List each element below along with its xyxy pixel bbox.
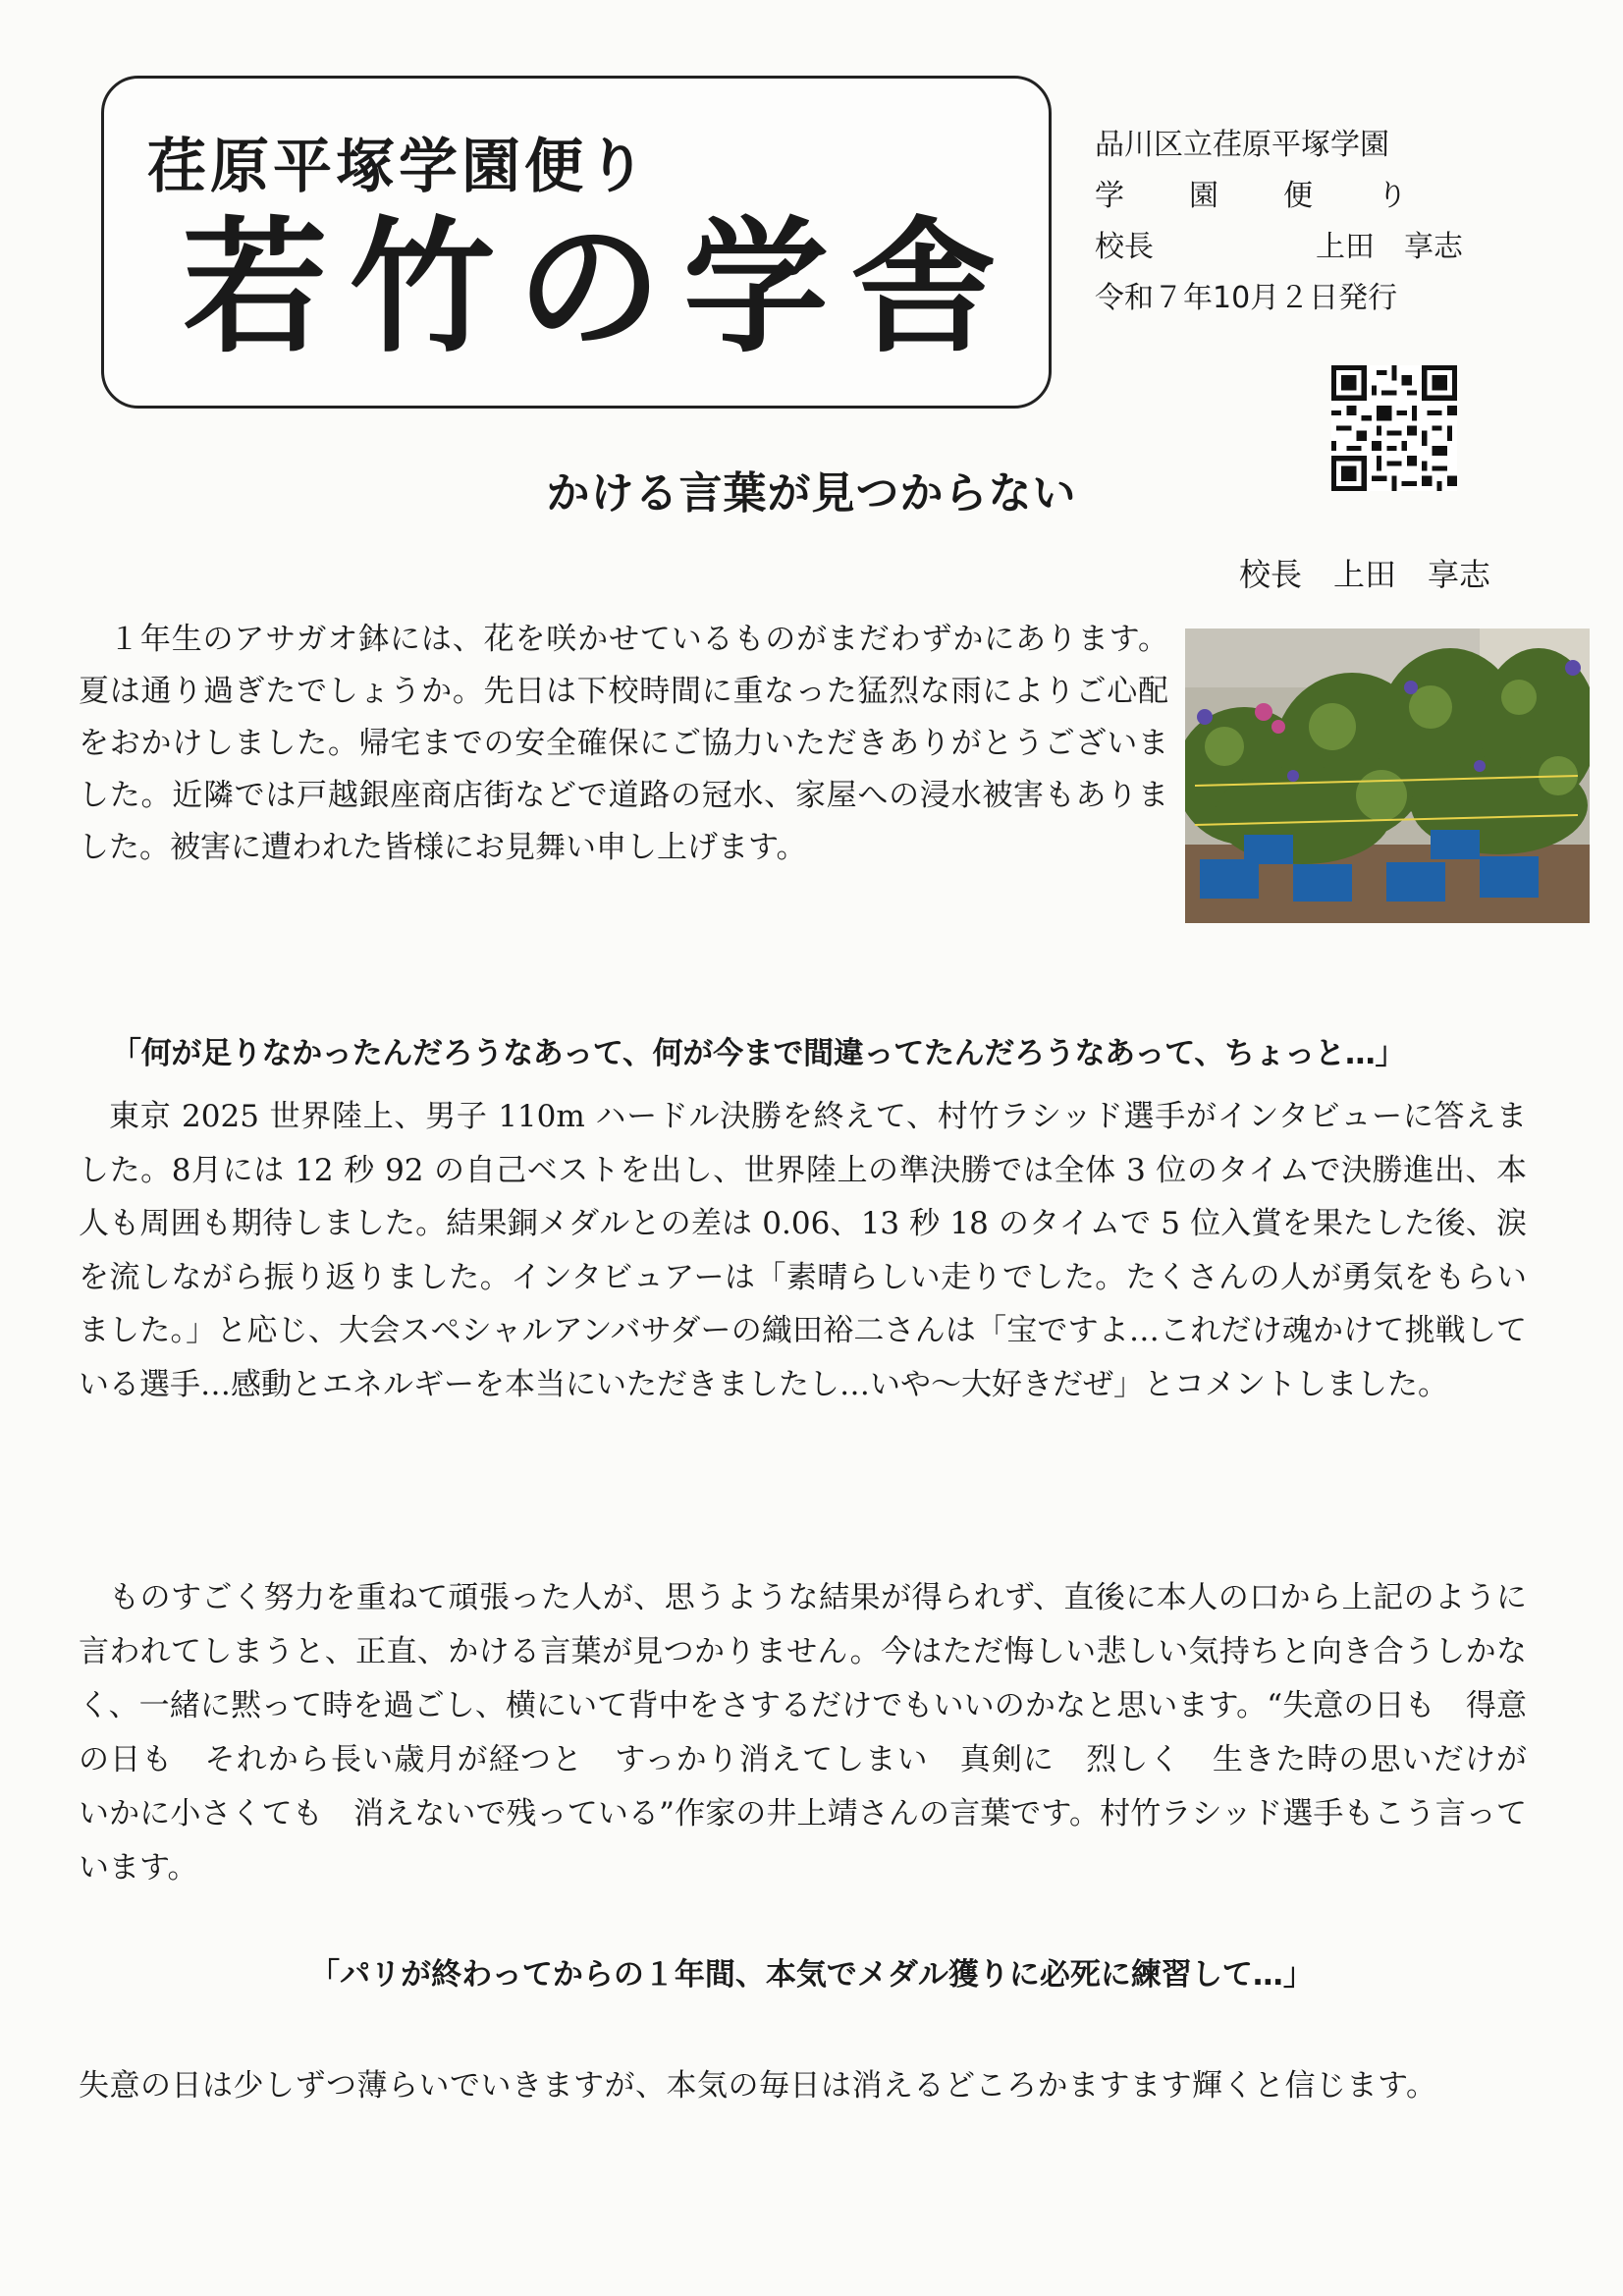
morning-glory-pots-photo bbox=[1185, 629, 1590, 923]
masthead-title: 若竹の学舎 bbox=[183, 201, 1017, 372]
publisher-principal bbox=[1095, 222, 1463, 273]
publisher-type: 学 園 便 り bbox=[1095, 179, 1425, 213]
publisher-school: 品川区立荏原平塚学園 bbox=[1095, 128, 1389, 162]
principal-role: 校長 bbox=[1095, 230, 1154, 264]
article-byline: 校長 上田 享志 bbox=[1239, 556, 1491, 593]
paragraph-reflection: ものすごく努力を重ねて頑張った人が、思うような結果が得られず、直後に本人の口から上記のように言われてしまうと、正直、かける言葉が見つかりません。今はただ悔しい悲しい気持ちと向き合うしかなく、一緒に黙って時を過ごし、横にいて背中をさするだけでもいいのかなと思います。“失意の日も 得意の日も それから長い歳月が経つと すっかり消えてしまい 真剣に 烈しく 生きた時の思いだけが いかに小さくても 消えないで残っている”作家の井上靖さんの言葉です。村竹ラシッド選手もこう言っています。 bbox=[79, 1580, 1557, 1886]
publisher-info bbox=[1095, 120, 1463, 324]
paragraph-world-athletics: 東京 2025 世界陸上、男子 110m ハードル決勝を終えて、村竹ラシッド選手がインタビューに答えました。8月には 12 秒 92 の自己ベストを出し、世界陸上の準決勝では全体 3 位のタイムで決勝進出、本人も周囲も期待しました。結果銅メダルとの差は 0.06、13 秒 18 のタイムで 5 位入賞を果たした後、涙を流しながら振り返りました。インタビュアーは「素晴らしい走りでした。たくさんの人が勇気をもらいました。」と応じ、大会スペシャルアンバサダーの織田裕二さんは「宝ですよ…これだけ魂かけて挑戦している選手…感動とエネルギーを本当にいただきましたし…いや～大好きだぜ」とコメントしました。 bbox=[79, 1099, 1527, 1402]
masthead-subtitle: 荏原平塚学園便り bbox=[147, 133, 650, 201]
publisher-issued: 令和７年10月２日発行 bbox=[1095, 281, 1398, 315]
principal-name: 上田 享志 bbox=[1316, 230, 1463, 264]
paragraph-morning-glory: １年生のアサガオ鉢には、花を咲かせているものがまだわずかにあります。夏は通り過ぎたでしょうか。先日は下校時間に重なった猛烈な雨によりご心配をおかけしました。帰宅までの安全確保にご協力いただきありがとうございました。近隣では戸越銀座商店街などで道路の冠水、家屋への浸水被害もありました。被害に遭われた皆様にお見舞い申し上げます。 bbox=[79, 622, 1168, 865]
quote-athlete-interview: 「何が足りなかったんだろうなあって、何が今まで間違ってたんだろうなあって、ちょっと…」 bbox=[111, 1036, 1406, 1071]
quote-athlete-paris: 「パリが終わってからの１年間、本気でメダル獲りに必死に練習して…」 bbox=[309, 1957, 1314, 1993]
article-headline: かける言葉が見つからない bbox=[546, 468, 1077, 519]
masthead-box bbox=[101, 76, 1052, 409]
closing-sentence: 失意の日は少しずつ薄らいでいきますが、本気の毎日は消えるどころかますます輝くと信じます。 bbox=[79, 2068, 1437, 2104]
